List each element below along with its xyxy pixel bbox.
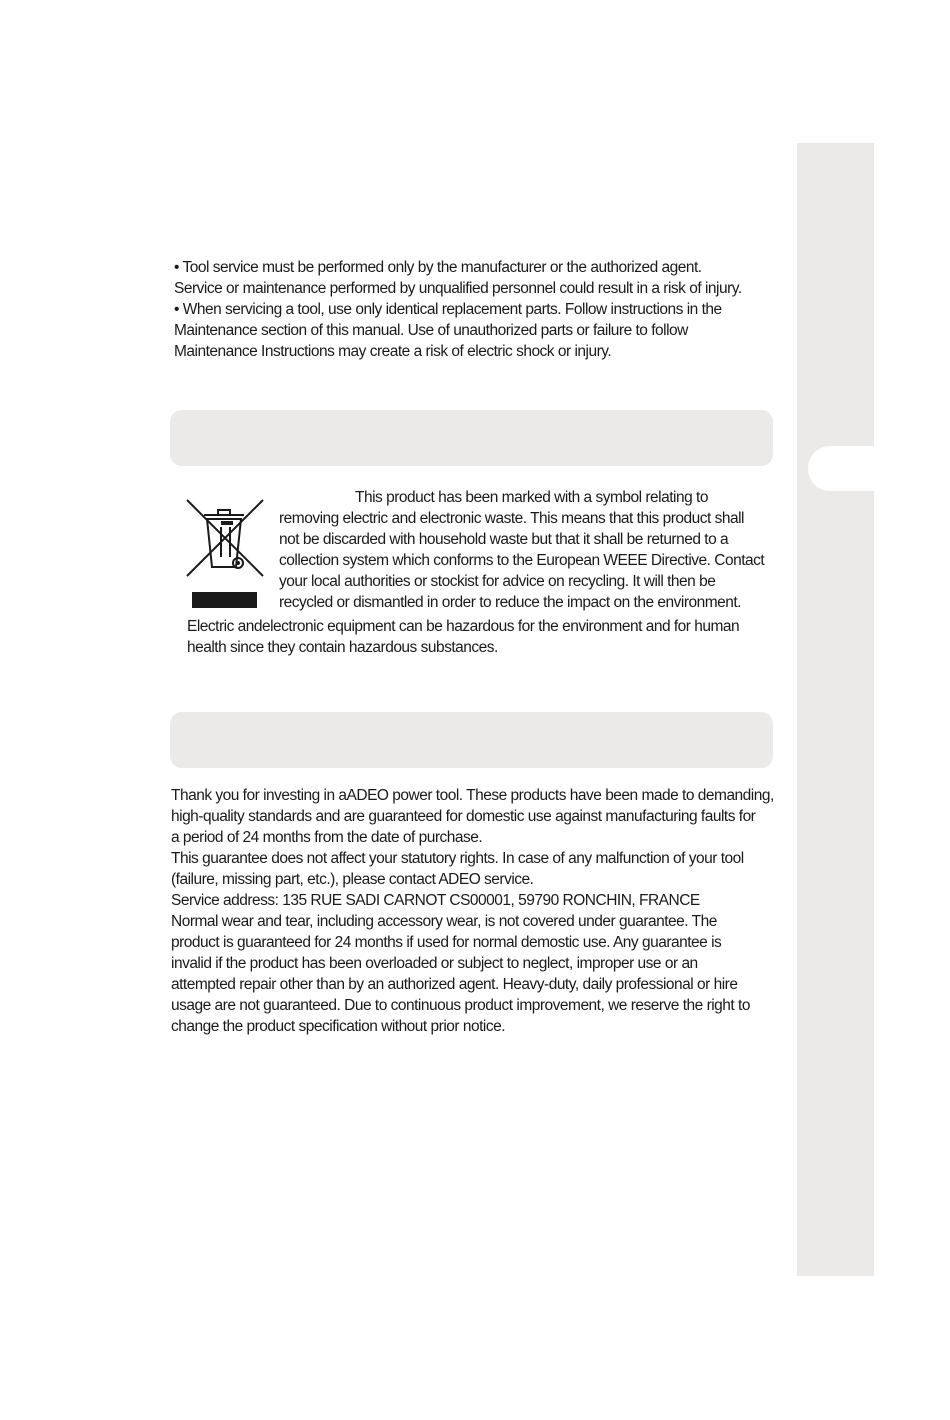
text-line: product is guaranteed for 24 months if used for normal demostic use. Any guarantee is: [171, 934, 722, 951]
text-line: Service address: 135 RUE SADI CARNOT CS00001, 59790 RONCHIN, FRANCE: [171, 892, 700, 909]
side-margin-strip: [797, 143, 874, 1276]
text-line: Thank you for investing in aADEO power tool. These products have been made to demanding,: [171, 787, 774, 804]
text-line: high-quality standards and are guaranteed for domestic use against manufacturing faults for: [171, 808, 756, 825]
guarantee-text: [171, 785, 781, 1037]
section-header-bar-weee: [170, 410, 773, 466]
text-line: This product has been marked with a symbol relating to: [355, 489, 708, 506]
text-line: change the product specification without prior notice.: [171, 1018, 506, 1035]
text-line: recycled or dismantled in order to reduce the impact on the environment.: [279, 594, 741, 611]
text-line: • Tool service must be performed only by the manufacturer or the authorized agent.: [174, 259, 702, 276]
text-line: attempted repair other than by an authorized agent. Heavy-duty, daily professional or hire: [171, 976, 738, 993]
text-line: Maintenance Instructions may create a risk of electric shock or injury.: [174, 343, 612, 360]
text-line: not be discarded with household waste but that it shall be returned to a: [279, 531, 729, 548]
section-header-bar-guarantee: [170, 712, 773, 768]
text-line: invalid if the product has been overloaded or subject to neglect, improper use or an: [171, 955, 698, 972]
text-line: collection system which conforms to the European WEEE Directive. Contact: [279, 552, 765, 569]
text-line: • When servicing a tool, use only identical replacement parts. Follow instructions in the: [174, 301, 722, 318]
crossed-out-wheelie-bin-icon: [184, 497, 264, 609]
text-line: a period of 24 months from the date of purchase.: [171, 829, 483, 846]
weee-notice-text: [279, 487, 769, 613]
text-line: This guarantee does not affect your statutory rights. In case of any malfunction of your tool: [171, 850, 744, 867]
text-line: Normal wear and tear, including accessory wear, is not covered under guarantee. The: [171, 913, 717, 930]
side-tab-notch: [808, 446, 874, 491]
text-line: your local authorities or stockist for advice on recycling. It will then be: [279, 573, 716, 590]
text-line: usage are not guaranteed. Due to continuous product improvement, we reserve the right to: [171, 997, 750, 1014]
text-line: Service or maintenance performed by unqualified personnel could result in a risk of injury.: [174, 280, 742, 297]
text-line: health since they contain hazardous substances.: [187, 639, 498, 656]
service-warning-text: [174, 257, 774, 362]
hazard-note-text: [187, 616, 777, 658]
text-line: (failure, missing part, etc.), please contact ADEO service.: [171, 871, 534, 888]
text-line: Maintenance section of this manual. Use of unauthorized parts or failure to follow: [174, 322, 688, 339]
text-line: removing electric and electronic waste. This means that this product shall: [279, 510, 744, 527]
text-line: Electric andelectronic equipment can be hazardous for the environment and for human: [187, 618, 740, 635]
